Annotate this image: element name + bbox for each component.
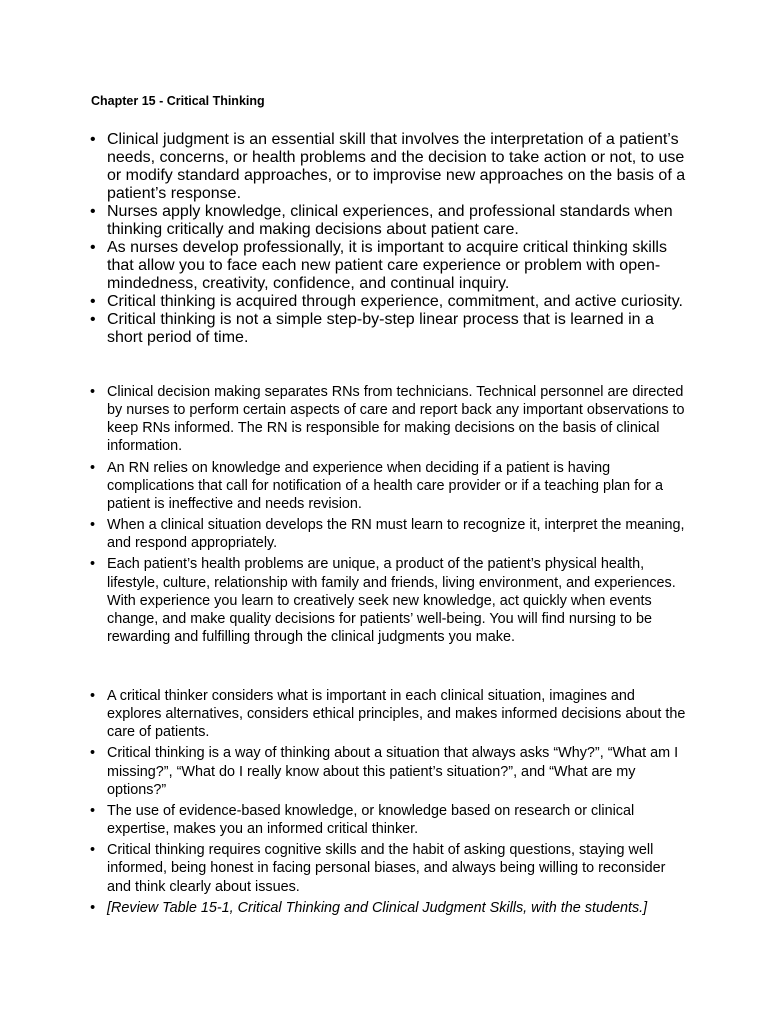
bullet-text: The use of evidence-based knowledge, or knowledge based on research or clinical expertise, makes you an informed critical thinker. bbox=[107, 802, 635, 838]
bullet-text: Clinical decision making separates RNs from technicians. Technical personnel are directed by nurses to perform certain aspects of care and report back any important observations to keep RNs informed. The RN is responsible for making decisions on the basis of clinical information. bbox=[107, 384, 685, 455]
bullet-item bbox=[90, 383, 690, 455]
bullet-text: Nurses apply knowledge, clinical experiences, and professional standards when thinking critically and making decisions about patient care. bbox=[107, 203, 673, 238]
bullet-item bbox=[90, 203, 690, 239]
bullet-text: Critical thinking requires cognitive skills and the habit of asking questions, staying well informed, being honest in facing personal biases, and always being willing to reconsider and think clearly about issues. bbox=[107, 842, 666, 895]
bullet-text: When a clinical situation develops the RN must learn to recognize it, interpret the meaning, and respond appropriately. bbox=[107, 517, 685, 552]
bullet-list-section-1 bbox=[90, 131, 690, 347]
bullet-text: A critical thinker considers what is important in each clinical situation, imagines and explores alternatives, considers ethical principles, and makes informed decisions about the care of patients. bbox=[107, 688, 686, 741]
bullet-text: Critical thinking is not a simple step-by-step linear process that is learned in a short period of time. bbox=[107, 311, 654, 346]
bullet-item bbox=[90, 687, 690, 741]
bullet-text: As nurses develop professionally, it is important to acquire critical thinking skills that allow you to face each new patient care experience or problem with open-mindedness, creativity, confidence, and continual inquiry. bbox=[107, 239, 667, 292]
bullet-item bbox=[90, 802, 690, 838]
bullet-text: An RN relies on knowledge and experience when deciding if a patient is having complications that call for notification of a health care provider or if a teaching plan for a patient is ineffective and needs revision. bbox=[107, 459, 663, 512]
bullet-item bbox=[90, 841, 690, 895]
bullet-item-note bbox=[90, 899, 690, 917]
bullet-text: Critical thinking is a way of thinking about a situation that always asks “Why?”, “What am I missing?”, “What do I really know about this patient’s situation?”, and “What are my options?” bbox=[107, 745, 679, 798]
bullet-item bbox=[90, 239, 690, 293]
bullet-text: [Review Table 15-1, Critical Thinking and Clinical Judgment Skills, with the students.] bbox=[107, 899, 648, 916]
bullet-item bbox=[90, 555, 690, 645]
bullet-item bbox=[90, 516, 690, 552]
bullet-item bbox=[90, 459, 690, 513]
bullet-item bbox=[90, 293, 690, 311]
bullet-text: Each patient’s health problems are unique, a product of the patient’s physical health, lifestyle, culture, relationship with family and friends, living environment, and experiences. With experience you learn to creatively seek new knowledge, act quickly when events change, and make quality decisions for patients’ well-being. You will find nursing to be rewarding and fulfilling through the clinical judgments you make. bbox=[107, 556, 676, 645]
bullet-item bbox=[90, 744, 690, 798]
chapter-title: Chapter 15 - Critical Thinking bbox=[91, 94, 265, 108]
bullet-item bbox=[90, 311, 690, 347]
bullet-list-section-2 bbox=[90, 383, 690, 649]
bullet-text: Critical thinking is acquired through experience, commitment, and active curiosity. bbox=[107, 293, 683, 310]
bullet-list-section-3 bbox=[90, 687, 690, 920]
bullet-text: Clinical judgment is an essential skill that involves the interpretation of a patient’s needs, concerns, or health problems and the decision to take action or not, to use or modify standard approaches, or to improvise new approaches on the basis of a patient’s response. bbox=[107, 131, 686, 202]
bullet-item bbox=[90, 131, 690, 203]
